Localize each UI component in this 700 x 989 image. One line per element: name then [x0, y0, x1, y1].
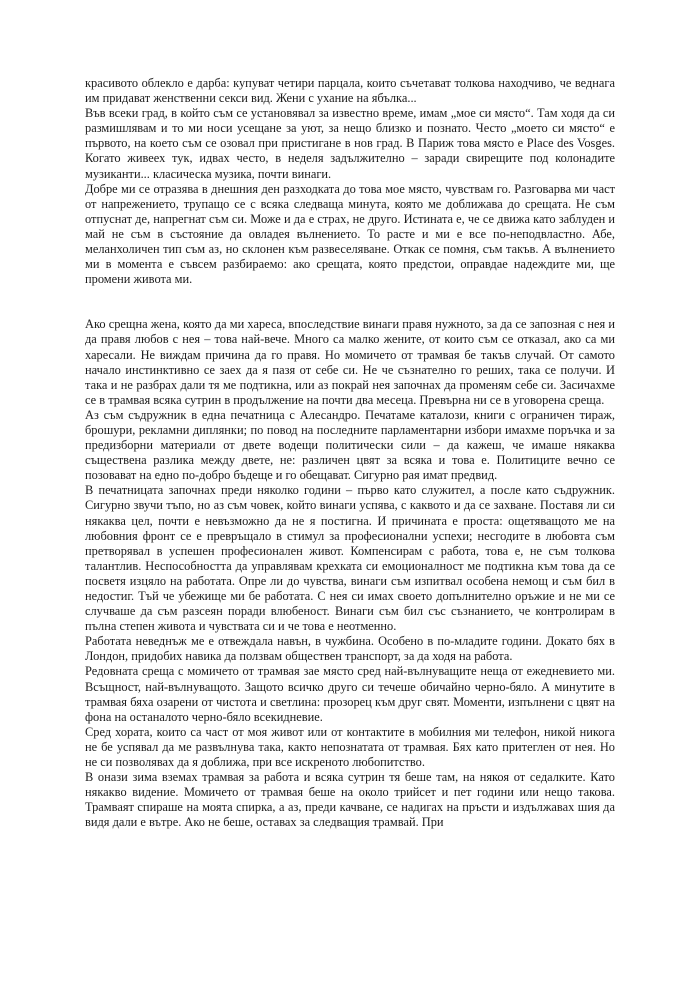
paragraph-1: красивото облекло е дарба: купуват четири парцала, които съчетават толкова находчиво, че веднага им придават женственни секси вид. Жени с ухание на ябълка... — [85, 76, 615, 106]
paragraph-5: Аз съм съдружник в една печатница с Алесандро. Печатаме каталози, книги с ограничен тираж, брошури, рекламни диплянки; по повод на последните парламентарни избори имахме поръчка и за предизборни материали от двете водещи политически сили – да кажеш, че имаше някаква съществена разлика между двете, не: различен цвят за всяка и това е. Политиците вечно се позовават на едно по-добро бъдеще и го обещават. Сигурно рая имат предвид. — [85, 407, 615, 483]
paragraph-3: Добре ми се отразява в днешния ден разходката до това мое място, чувствам го. Разговарва ми част от напрежението, трупащо се с всяка следваща минута, която ме доближава до срещата. Не съм отпуснат де, напрегнат съм си. Може и да е страх, не друго. Истината е, че се движа като заблуден и май не съм в състояние да овладея вълнението. То расте и ми е все по-неподвластно. Абе, меланхоличен тип съм аз, но склонен към развеселяване. Откак се помня, съм такъв. А вълнението ми в момента е съвсем разбираемо: ако срещата, която предстои, оправдае надеждите ми, ще промени живота ми. — [85, 181, 615, 287]
paragraph-7: Работата неведнъж ме е отвеждала навън, в чужбина. Особено в по-младите години. Докато бях в Лондон, придобих навика да ползвам обществен транспорт, за да ходя на работа. — [85, 634, 615, 664]
paragraph-4: Ако срещна жена, която да ми хареса, впоследствие винаги правя нужното, за да се запозная с нея и да правя любов с нея – това най-вече. Много са малко жените, от които съм се отказал, ако са ми харесали. Не виждам причина да го правя. Но момичето от трамвая бе такъв случай. От самото начало инстинктивно се заех да я пазя от себе си. Не че съзнателно го реших, така се получи. И така и не разбрах дали тя ме подтикна, или аз покрай нея започнах да променям себе си. Засичахме се в трамвая всяка сутрин в продължение на почти два месеца. Превърна ни се в уговорена среща. — [85, 317, 615, 407]
paragraph-10: В онази зима вземах трамвая за работа и всяка сутрин тя беше там, на някоя от седалките. Като някакво видение. Момичето от трамвая беше на около трийсет и пет години или нещо такова. Трамваят спираше на моята спирка, а аз, преди качване, се надигах на пръсти и издължавах шия да видя дали е вътре. Ако не беше, оставах за следващия трамвай. При — [85, 770, 615, 830]
paragraph-gap — [85, 287, 615, 317]
document-page — [85, 76, 615, 831]
paragraph-8: Редовната среща с момичето от трамвая зае място сред най-вълнуващите неща от ежедневието ми. Всъщност, най-вълнуващото. Защото всичко друго си течеше обичайно черно-бяло. А минутите в трамвая бяха озарени от чистота и светлина: прозорец към друг свят. Моменти, изпълнени с цвят на фона на останалото черно-бяло всекидневие. — [85, 664, 615, 724]
paragraph-9: Сред хората, които са част от моя живот или от контактите в мобилния ми телефон, никой никога не бе успявал да ме развълнува така, както непознатата от трамвая. Бях като притеглен от нея. Но не си позволявах да я доближа, при все искреното любопитство. — [85, 724, 615, 770]
paragraph-2: Във всеки град, в който съм се установявал за известно време, имам „мое си място“. Там ходя да си размишлявам и то ми носи усещане за уют, за нещо близко и познато. Често „моето си място“ е първото, на което съм се озовал при пристигане в нов град. В Париж това място е Place des Vosges. Когато живеех тук, идвах често, в неделя задължително – заради свирещите под колонадите музиканти... класическа музика, почти винаги. — [85, 106, 615, 181]
paragraph-6: В печатницата започнах преди няколко години – първо като служител, а после като съдружник. Сигурно звучи тъпо, но аз съм човек, който винаги успява, с каквото и да се захване. Поставя ли си някаква цел, почти е невъзможно да не я постигна. И причината е проста: ощетяващото ме на любовния фронт се е превръщало в стимул за професионални успехи; несгодите в любовта съм претворявал в успешен професионален живот. Компенсирам с работа, това е, не съм толкова талантлив. Неспособността да управлявам крехката си емоционалност ме подтикна към това да се посветя изцяло на работата. Опре ли до чувства, винаги съм изпитвал особена немощ и съм бил в недостиг. Тъй че убежище ми бе работата. С нея си имах своето допълнително оръжие и не ми се случваше да съм разсеян поради влюбеност. Винаги съм бил със съзнанието, че контролирам в пълна степен живота и чувствата си и че това е неотменно. — [85, 483, 615, 634]
